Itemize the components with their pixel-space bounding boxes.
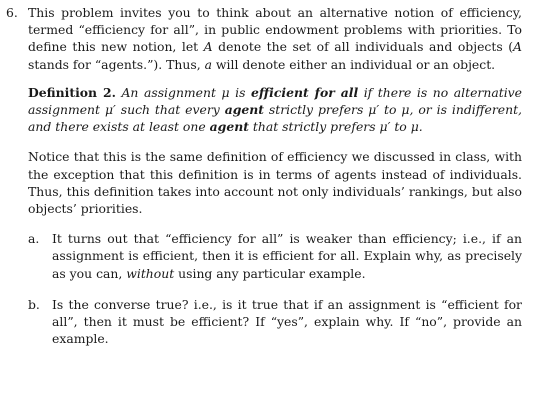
math-symbol-A: A (203, 39, 213, 55)
intro-text: denote the set of all individuals and objects ( (212, 39, 514, 55)
notice-paragraph: Notice that this is the same definition of efficiency we discussed in class, with the exception that this definition is in terms of agents instead of individuals. Thus, this definition takes into account not only individuals’ rankings, but also objects’ priorities. (28, 149, 522, 217)
subquestion-emphasis: without (126, 265, 175, 281)
definition-label: Definition 2. (28, 84, 116, 100)
definition-text: An assignment (115, 84, 222, 100)
math-symbol-mu-prime: μ′ (104, 102, 116, 118)
problem-intro (28, 4, 522, 73)
subquestion-a (28, 230, 522, 282)
math-symbol-mu: μ (401, 102, 410, 118)
math-symbol-a: a (204, 56, 212, 72)
problem-body (28, 4, 522, 347)
subquestion-b (28, 296, 522, 348)
problem-6 (6, 4, 522, 361)
definition-term: efficient for all (251, 84, 359, 100)
definition-text: strictly prefers (264, 102, 369, 118)
math-symbol-A: A (513, 39, 522, 55)
definition-text: is (229, 84, 252, 100)
problem-number: 6. (6, 5, 18, 20)
intro-text: stands for “agents.”). Thus, (28, 56, 205, 72)
subquestion-text: Is the converse true? i.e., is it true that if an assignment is “efficient for all”, then it must be efficient? If “yes”, explain why. If “no”, provide an example. (52, 296, 522, 347)
definition-emphasis-agent: agent (209, 119, 249, 135)
math-symbol-mu-prime: μ′ (379, 119, 391, 135)
definition-text: . (418, 119, 423, 135)
subquestion-list (28, 230, 522, 347)
intro-text: will denote either an individual or an object. (211, 56, 496, 72)
definition-text: , or is indifferent, and there exists at least one (28, 102, 522, 135)
definition-text: to (390, 119, 411, 135)
definition-text: that strictly prefers (248, 119, 380, 135)
definition-text: such that every (115, 102, 225, 118)
subquestion-text: It turns out that “efficiency for all” is weaker than efficiency; i.e., if an assignment is efficient, then it is efficient for all. Explain why, as precisely as you can, (52, 231, 522, 281)
math-symbol-mu: μ (221, 84, 230, 100)
definition-emphasis-agent: agent (224, 102, 264, 118)
intro-text: This problem invites you to think about an alternative notion of efficiency, termed “efficiency for all”, in public endowment problems with priorities. To define this new notion, let (28, 5, 522, 55)
definition-text: if there is no alternative assignment (28, 84, 522, 118)
definition-text: to (379, 102, 402, 118)
subquestion-text: using any particular example. (174, 265, 366, 281)
subquestion-label: a. (28, 231, 40, 247)
math-symbol-mu: μ (410, 119, 419, 135)
math-symbol-mu-prime: μ′ (368, 102, 380, 118)
definition-2 (28, 84, 522, 136)
subquestion-label: b. (28, 296, 40, 312)
